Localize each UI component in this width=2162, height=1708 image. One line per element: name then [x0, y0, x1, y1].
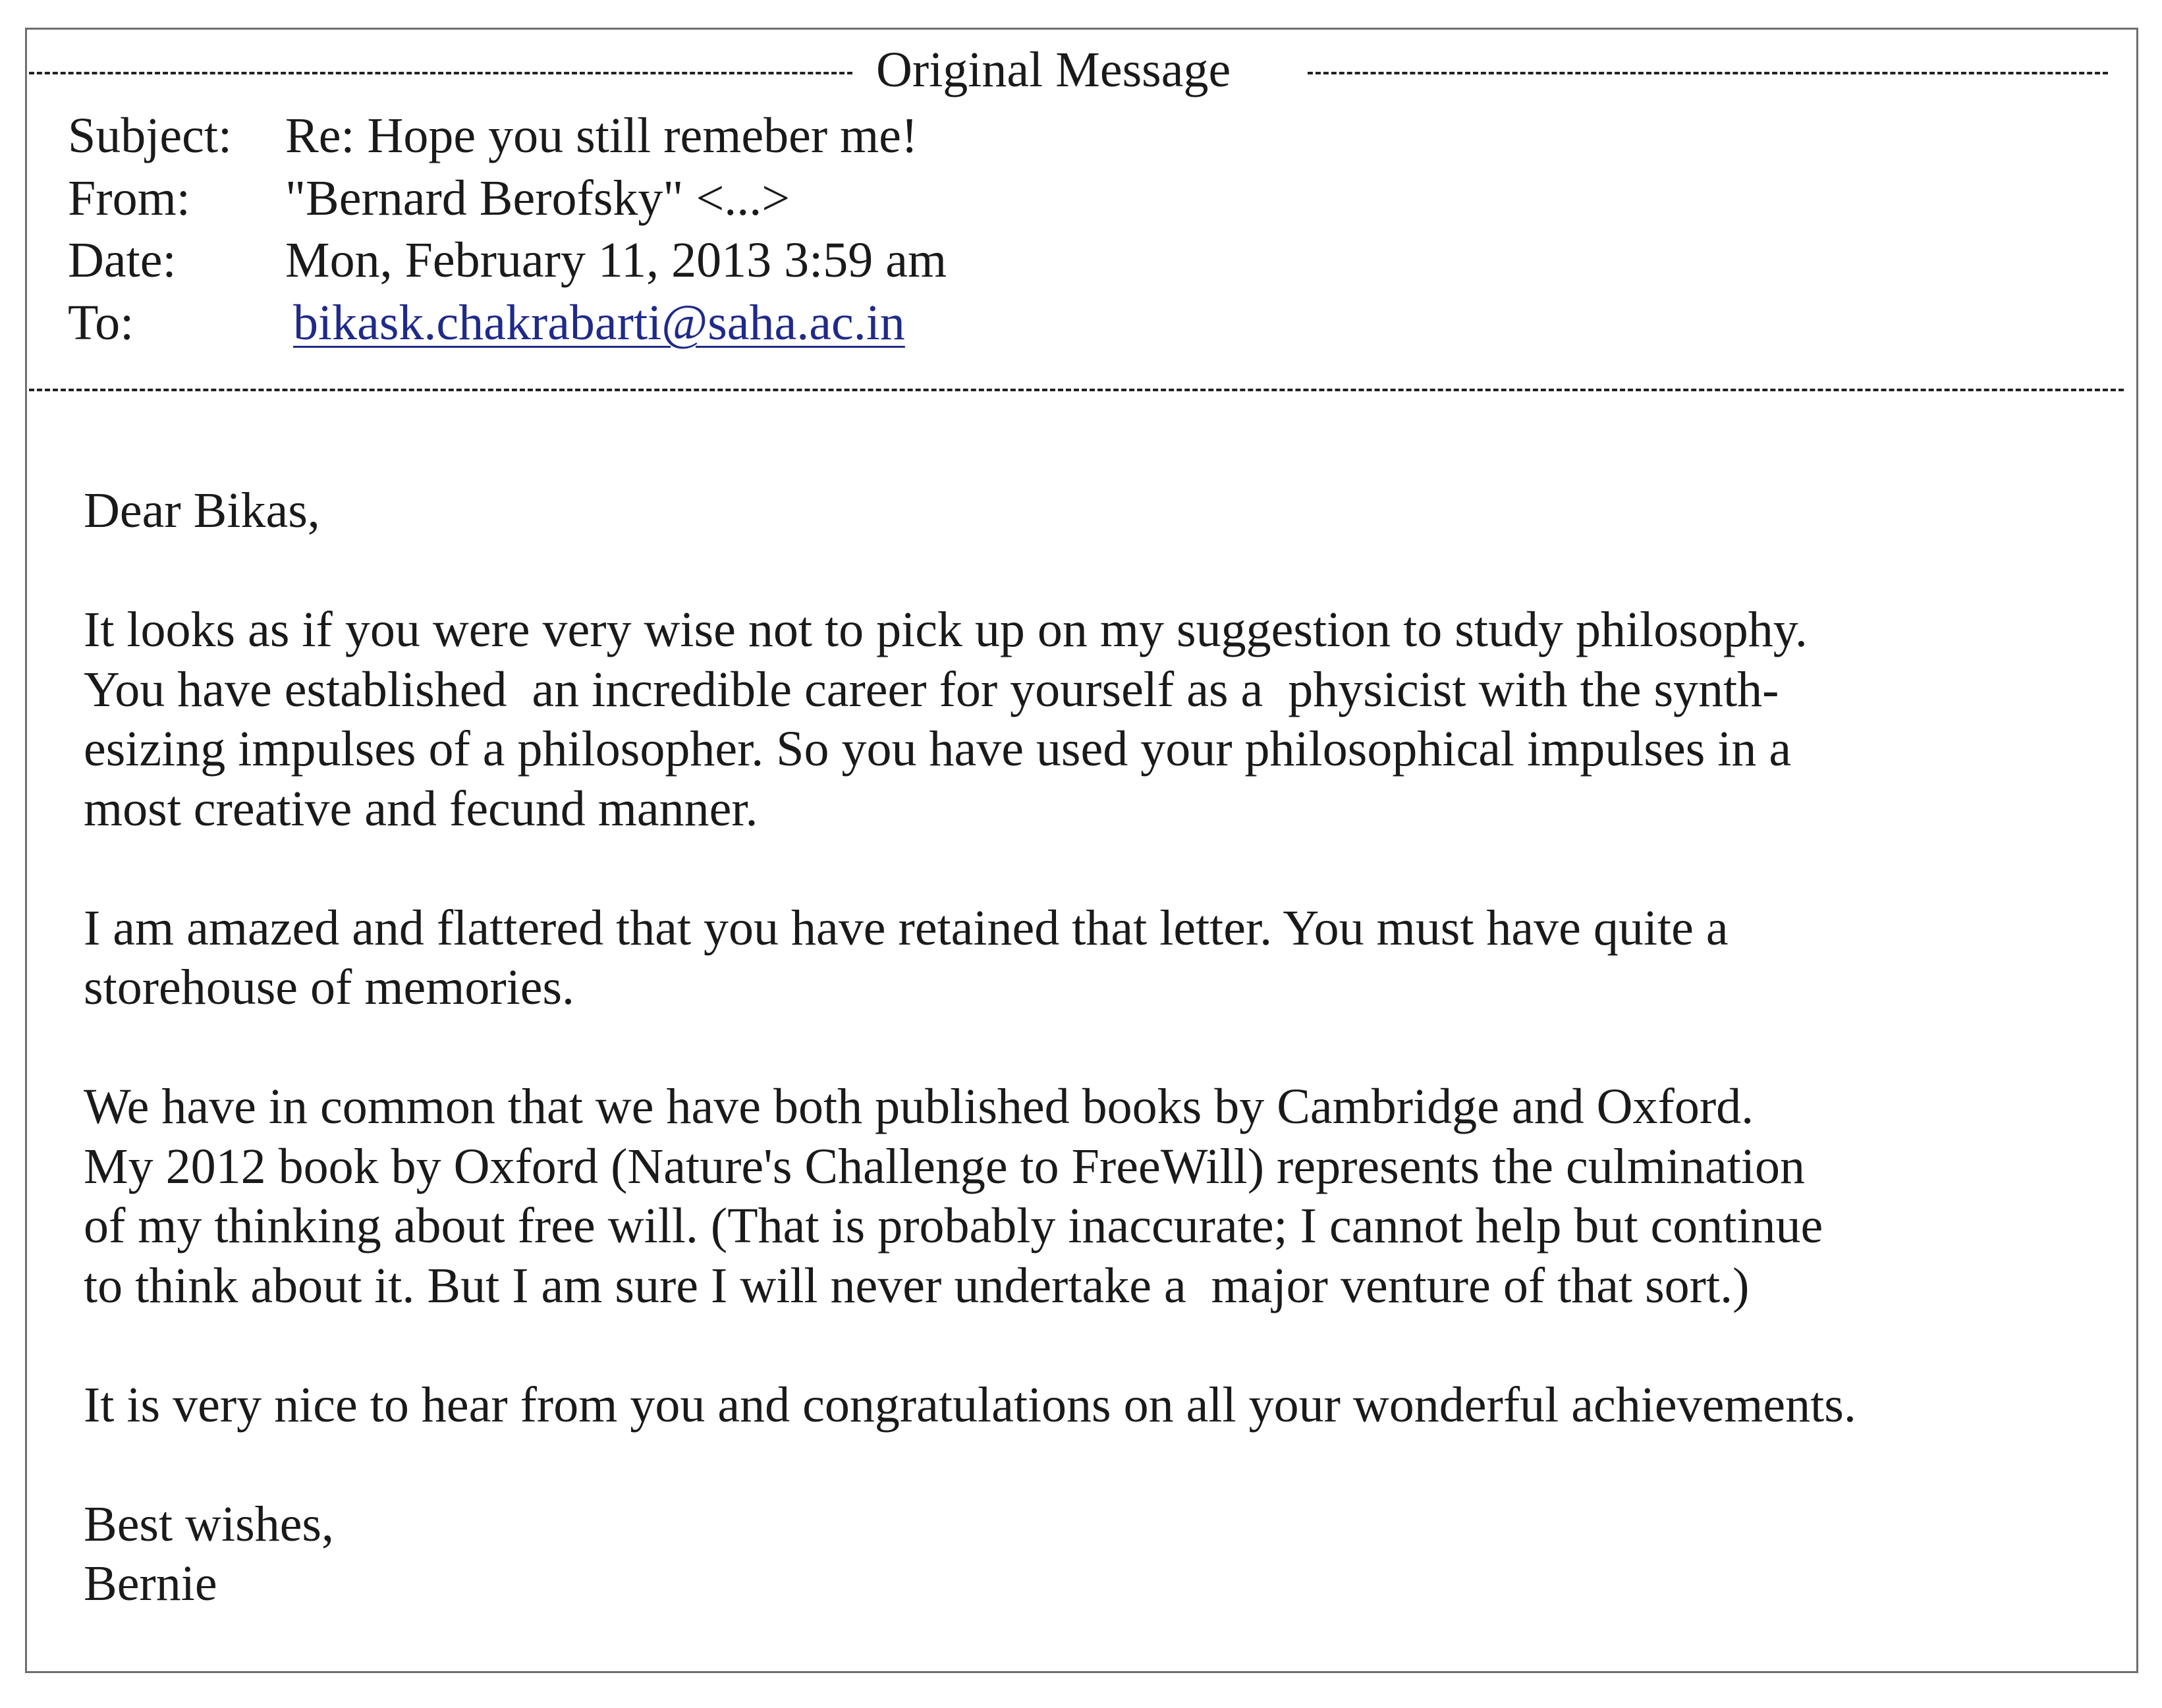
subject-value: Re: Hope you still remeber me! — [285, 108, 918, 163]
paragraph-2-line-1: I am amazed and flattered that you have retained that letter. You must have quite a — [84, 900, 1729, 956]
subject-row — [68, 104, 918, 167]
paragraph-3-line-4: to think about it. But I am sure I will never undertake a major venture of that sort.) — [84, 1257, 1750, 1313]
dashed-rule-right — [1308, 72, 2108, 74]
closing: Best wishes, — [84, 1496, 334, 1552]
dashed-rule-bottom — [29, 389, 2124, 391]
to-label: To: — [68, 295, 134, 350]
signature: Bernie — [84, 1556, 217, 1611]
to-row — [68, 291, 905, 354]
from-value: "Bernard Berofsky" <...> — [285, 171, 790, 226]
original-message-title: Original Message — [876, 42, 1231, 97]
paragraph-1-line-4: most creative and fecund manner. — [84, 781, 758, 837]
paragraph-1-line-2: You have established an incredible career for yourself as a physicist with the synth- — [84, 661, 1779, 717]
from-row — [68, 167, 790, 230]
paragraph-3-line-2: My 2012 book by Oxford (Nature's Challenge to FreeWill) represents the culmination — [84, 1138, 1806, 1194]
date-row — [68, 229, 947, 292]
paragraph-4: It is very nice to hear from you and congratulations on all your wonderful achievements. — [84, 1377, 1856, 1433]
subject-label: Subject: — [68, 108, 233, 163]
paragraph-1-line-3: esizing impulses of a philosopher. So you have used your philosophical impulses in a — [84, 721, 1792, 777]
to-email-link[interactable]: bikask.chakrabarti@saha.ac.in — [293, 295, 905, 350]
paragraph-1-line-1: It looks as if you were very wise not to pick up on my suggestion to study philosophy. — [84, 602, 1808, 657]
from-label: From: — [68, 171, 190, 226]
message-body — [84, 481, 2099, 1614]
paragraph-3-line-3: of my thinking about free will. (That is probably inaccurate; I cannot help but continue — [84, 1198, 1823, 1253]
dashed-rule-left — [29, 72, 852, 74]
paragraph-2-line-2: storehouse of memories. — [84, 960, 575, 1015]
date-value: Mon, February 11, 2013 3:59 am — [285, 233, 947, 288]
paragraph-3-line-1: We have in common that we have both published books by Cambridge and Oxford. — [84, 1079, 1754, 1134]
date-label: Date: — [68, 233, 177, 288]
greeting: Dear Bikas, — [84, 483, 320, 538]
